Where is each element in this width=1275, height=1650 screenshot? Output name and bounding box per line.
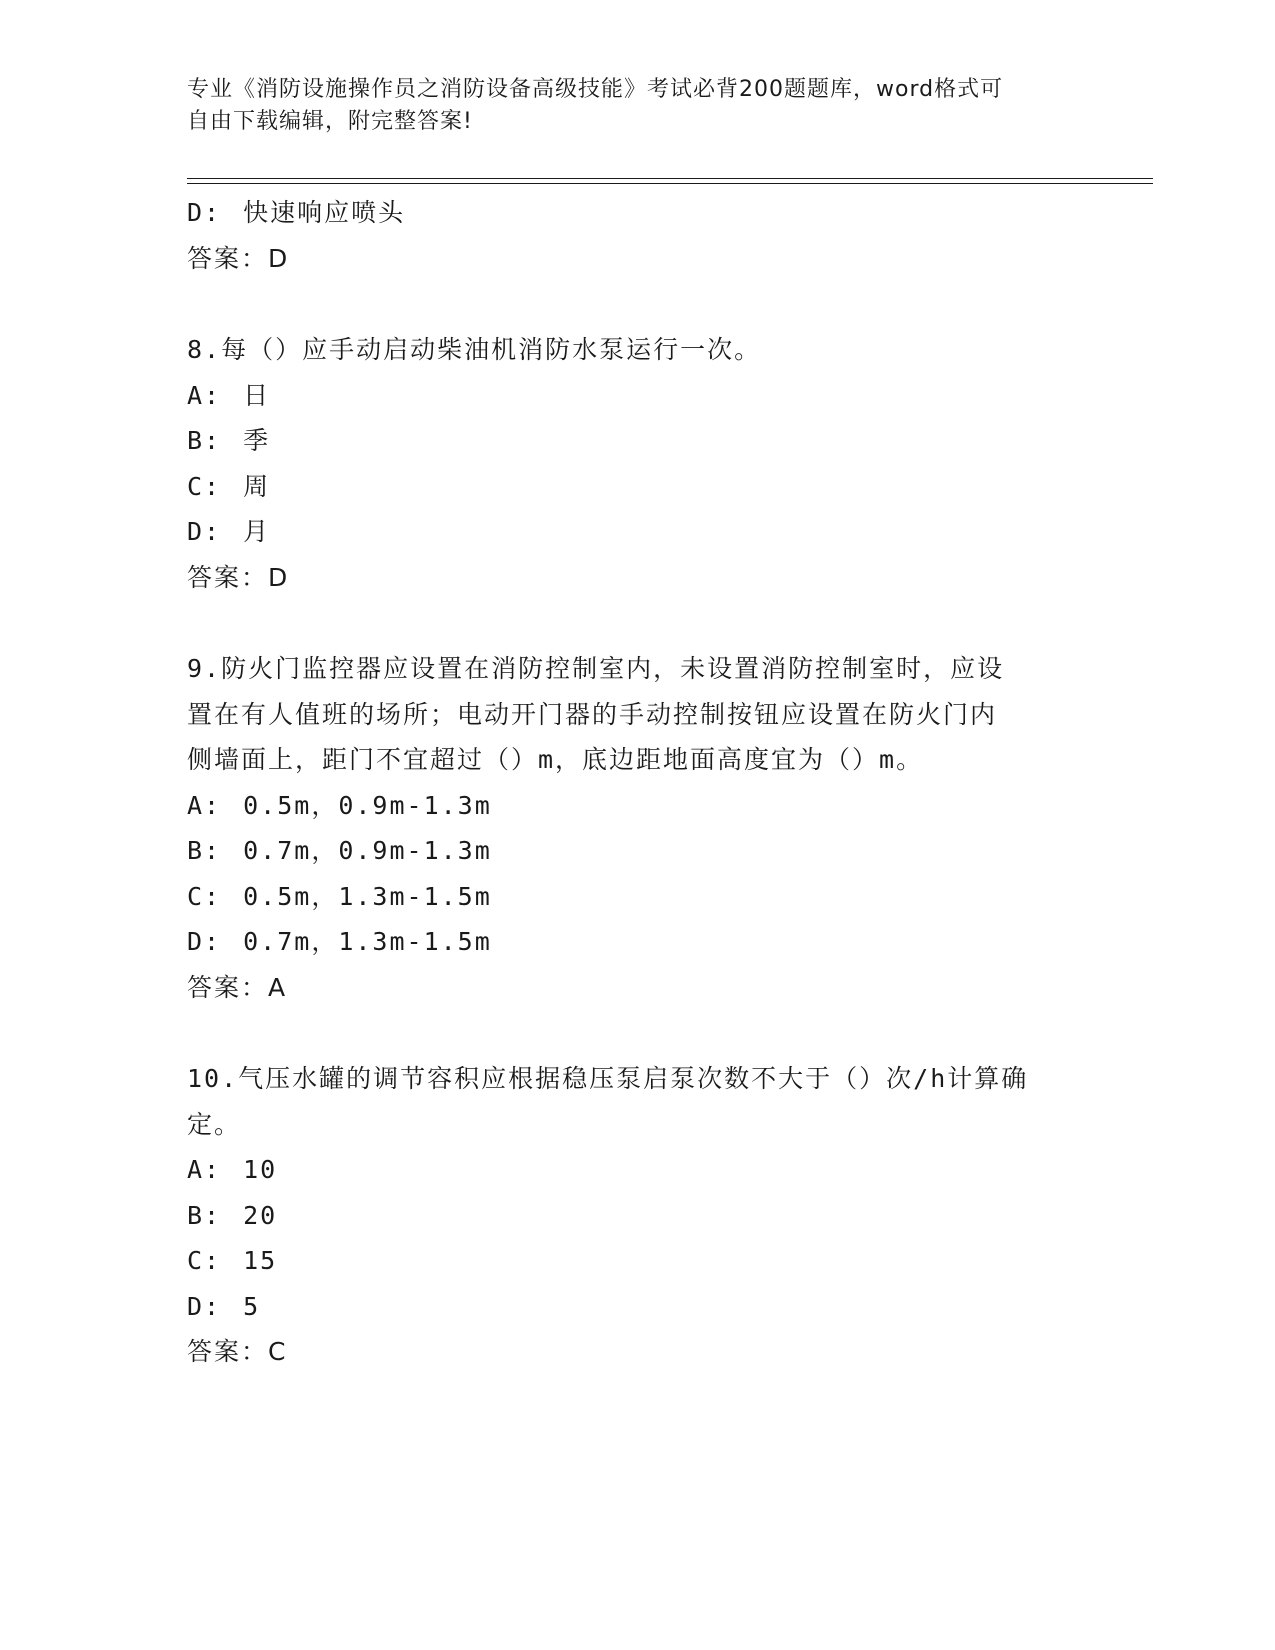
option-letter: D: — [187, 198, 222, 227]
header-divider-top — [187, 178, 1153, 179]
option-text: 月 — [243, 517, 271, 546]
option-d — [187, 1284, 1087, 1330]
option-text: 0.5m，0.9m-1.3m — [243, 790, 492, 820]
option-text: 15 — [243, 1246, 278, 1275]
option-letter: D: — [187, 927, 222, 956]
header-divider-bottom — [187, 183, 1153, 184]
answer-line: 答案：C — [187, 1337, 288, 1366]
question-stem-line-1: 10.气压水罐的调节容积应根据稳压泵启泵次数不大于（）次/h计算确 — [187, 1064, 1029, 1093]
question-stem-line-3: 侧墙面上，距门不宜超过（）m，底边距地面高度宜为（）m。 — [187, 745, 924, 774]
option-letter: B: — [187, 426, 222, 455]
document-header — [187, 74, 1067, 138]
option-b — [187, 418, 1087, 464]
option-d — [187, 919, 1087, 965]
option-c — [187, 874, 1087, 920]
header-line-2: 自由下载编辑，附完整答案! — [187, 109, 473, 134]
question-8 — [187, 327, 1087, 600]
question-stem-line-2: 定。 — [187, 1109, 242, 1139]
option-text: 季 — [243, 426, 271, 455]
option-text: 周 — [243, 471, 271, 501]
option-text: 0.7m，0.9m-1.3m — [243, 836, 492, 865]
option-text: 5 — [243, 1291, 261, 1321]
option-letter: A: — [187, 1155, 222, 1184]
option-letter: C: — [187, 1246, 222, 1275]
question-content — [187, 190, 1087, 1375]
option-a — [187, 783, 1087, 829]
header-line-1: 专业《消防设施操作员之消防设备高级技能》考试必背200题题库，word格式可 — [187, 77, 1004, 102]
option-letter: D: — [187, 517, 222, 546]
option-letter: C: — [187, 881, 222, 911]
answer-line: 答案：D — [187, 243, 290, 273]
question-9 — [187, 646, 1087, 1010]
option-text: 20 — [243, 1200, 278, 1230]
option-text: 10 — [243, 1155, 278, 1184]
option-letter: D: — [187, 1291, 222, 1321]
question-10 — [187, 1056, 1087, 1375]
option-c — [187, 464, 1087, 510]
option-a — [187, 373, 1087, 419]
option-letter: A: — [187, 380, 222, 410]
option-c — [187, 1238, 1087, 1284]
question-stem: 8.每（）应手动启动柴油机消防水泵运行一次。 — [187, 335, 762, 364]
option-letter: A: — [187, 790, 222, 820]
option-letter: C: — [187, 471, 222, 501]
option-text: 0.7m，1.3m-1.5m — [243, 927, 492, 956]
option-b — [187, 1193, 1087, 1239]
question-stem-line-1: 9.防火门监控器应设置在消防控制室内，未设置消防控制室时，应设 — [187, 654, 1005, 683]
option-d — [187, 190, 1087, 236]
option-b — [187, 828, 1087, 874]
answer-line: 答案：A — [187, 972, 288, 1002]
option-letter: B: — [187, 836, 222, 865]
option-text: 日 — [243, 380, 271, 410]
option-a — [187, 1147, 1087, 1193]
option-text: 0.5m，1.3m-1.5m — [243, 881, 492, 911]
option-d — [187, 509, 1087, 555]
option-text: 快速响应喷头 — [243, 198, 406, 227]
option-letter: B: — [187, 1200, 222, 1230]
question-stem-line-2: 置在有人值班的场所；电动开门器的手动控制按钮应设置在防火门内 — [187, 699, 998, 729]
answer-line: 答案：D — [187, 562, 290, 592]
